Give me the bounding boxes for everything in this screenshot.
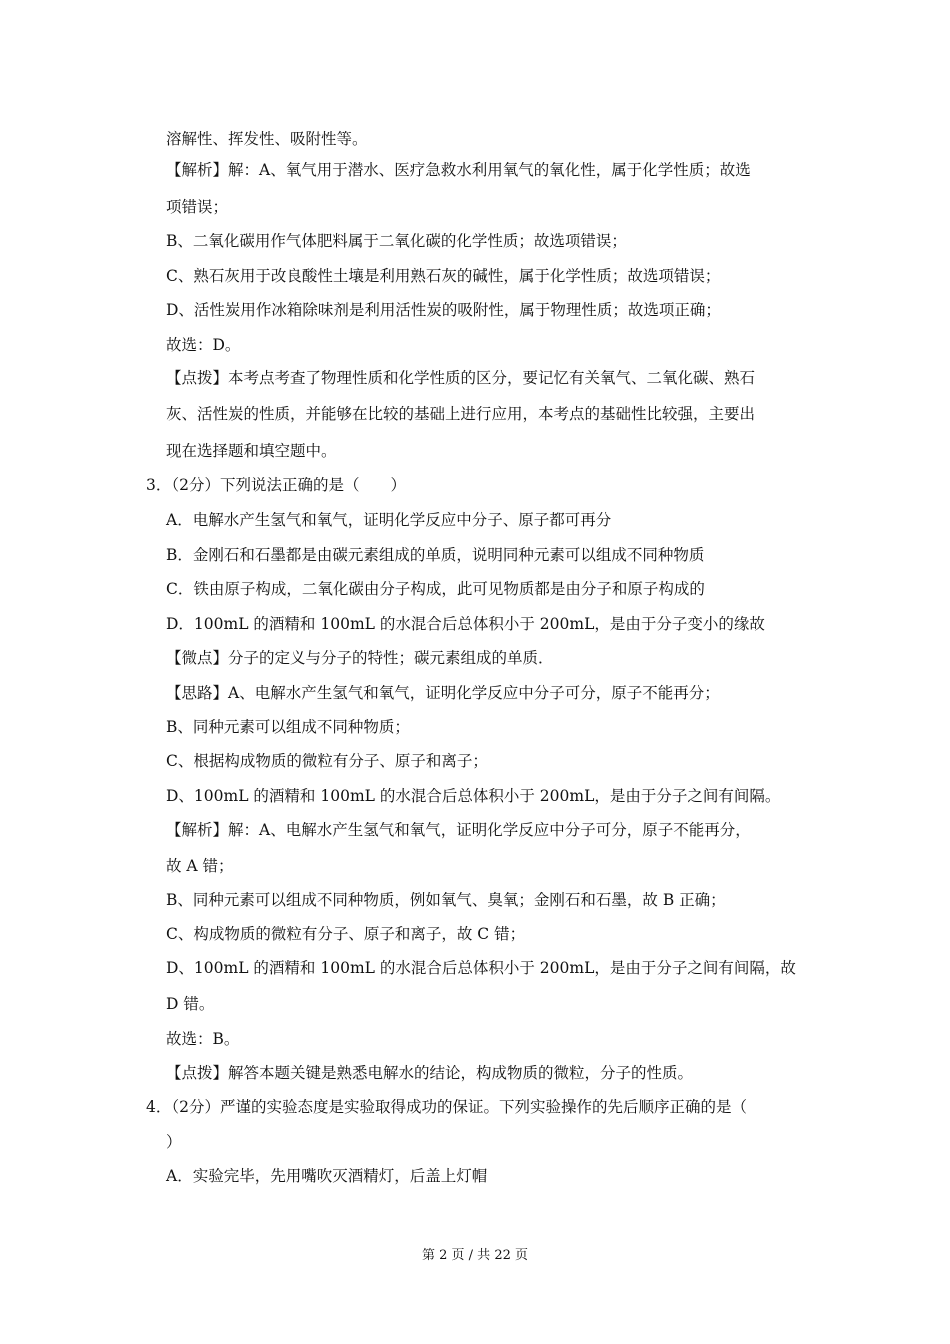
text-line: D 错。 <box>166 995 215 1013</box>
text-line: 【微点】分子的定义与分子的特性；碳元素组成的单质． <box>166 649 554 667</box>
text-line: ） <box>166 1133 182 1151</box>
text-line: 现在选择题和填空题中。 <box>166 442 337 460</box>
text-line: 项错误； <box>166 198 229 216</box>
text-line: C、构成物质的微粒有分子、原子和离子，故 C 错； <box>166 925 526 943</box>
option-b: B．金刚石和石墨都是由碳元素组成的单质，说明同种元素可以组成不同种物质 <box>166 546 705 564</box>
option-d: D．100mL 的酒精和 100mL 的水混合后总体积小于 200mL，是由于分子变小的缘故 <box>166 615 765 633</box>
text-line: 【解析】解：A、氧气用于潜水、医疗急救水利用氧气的氧化性，属于化学性质；故选 <box>166 161 751 179</box>
option-a: A．电解水产生氢气和氧气，证明化学反应中分子、原子都可再分 <box>166 511 612 529</box>
question-4-stem: 4．（2分）严谨的实验态度是实验取得成功的保证。下列实验操作的先后顺序正确的是（ <box>146 1098 747 1116</box>
text-line: 【点拨】本考点考查了物理性质和化学性质的区分，要记忆有关氧气、二氧化碳、熟石 <box>166 369 756 387</box>
text-line: C、熟石灰用于改良酸性土壤是利用熟石灰的碱性，属于化学性质；故选项错误； <box>166 267 721 285</box>
text-line: 【思路】A、电解水产生氢气和氧气，证明化学反应中分子可分，原子不能再分； <box>166 684 720 702</box>
text-line: 故选：D。 <box>166 336 241 354</box>
option-a: A．实验完毕，先用嘴吹灭酒精灯，后盖上灯帽 <box>166 1167 488 1185</box>
text-line: B、同种元素可以组成不同种物质； <box>166 718 410 736</box>
text-line: D、活性炭用作冰箱除味剂是利用活性炭的吸附性，属于物理性质；故选项正确； <box>166 301 721 319</box>
text-line: B、二氧化碳用作气体肥料属于二氧化碳的化学性质；故选项错误； <box>166 232 627 250</box>
text-line: 溶解性、挥发性、吸附性等。 <box>166 130 368 148</box>
text-line: B、同种元素可以组成不同种物质，例如氧气、臭氧；金刚石和石墨，故 B 正确； <box>166 891 726 909</box>
text-line: D、100mL 的酒精和 100mL 的水混合后总体积小于 200mL，是由于分子之间有间隔。 <box>166 787 781 805</box>
text-line: 灰、活性炭的性质，并能够在比较的基础上进行应用，本考点的基础性比较强，主要出 <box>166 405 756 423</box>
option-c: C．铁由原子构成，二氧化碳由分子构成，此可见物质都是由分子和原子构成的 <box>166 580 705 598</box>
text-line: D、100mL 的酒精和 100mL 的水混合后总体积小于 200mL，是由于分子之间有间隔，故 <box>166 959 796 977</box>
text-line: 故 A 错； <box>166 857 234 875</box>
text-line: 【解析】解：A、电解水产生氢气和氧气，证明化学反应中分子可分，原子不能再分， <box>166 821 751 839</box>
text-line: 【点拨】解答本题关键是熟悉电解水的结论，构成物质的微粒，分子的性质。 <box>166 1064 694 1082</box>
text-line: 故选：B。 <box>166 1030 240 1048</box>
page-number-footer: 第 2 页 / 共 22 页 <box>422 1248 528 1263</box>
question-3-stem: 3．（2分）下列说法正确的是（ ） <box>146 476 406 494</box>
text-line: C、根据构成物质的微粒有分子、原子和离子； <box>166 752 488 770</box>
